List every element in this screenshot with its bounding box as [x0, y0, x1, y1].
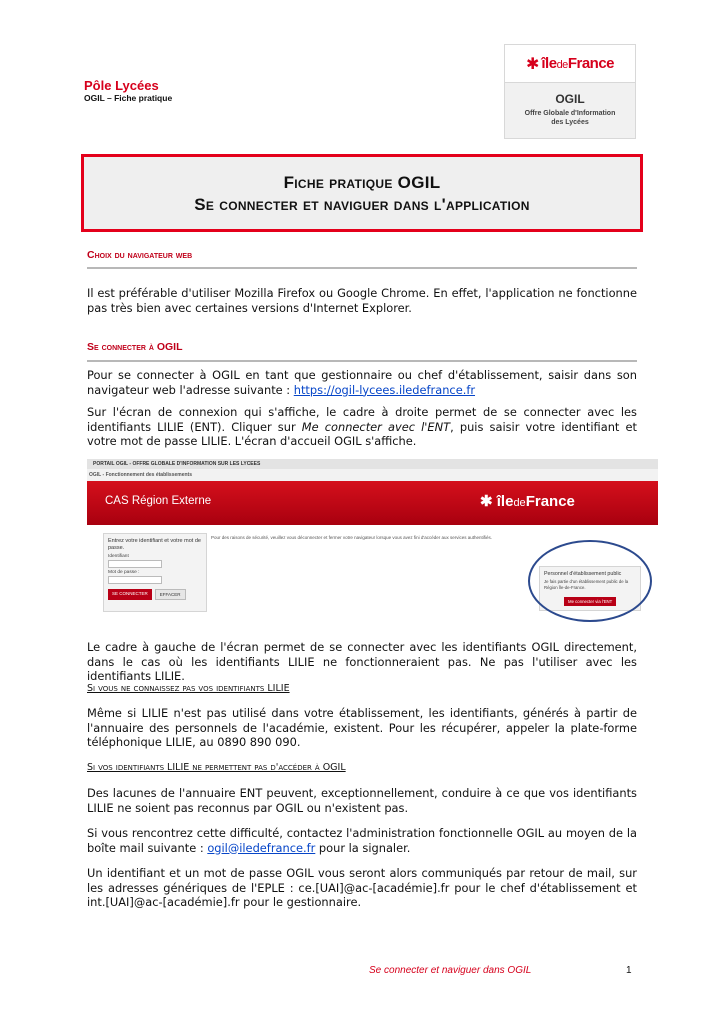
connect-button[interactable]: SE CONNECTER [108, 589, 152, 600]
ogil-url-link[interactable]: https://ogil-lycees.iledefrance.fr [293, 382, 476, 397]
page-title: Fiche pratique OGIL [283, 173, 441, 192]
clear-button[interactable]: EFFACER [155, 589, 186, 600]
ogil-name: OGIL [555, 92, 585, 106]
star-icon: ✱ [525, 54, 540, 73]
ids-fail-paragraph-1: Des lacunes de l'annuaire ENT peuvent, exceptionnellement, conduire à ce que vos identifiants LILIE ne soient pas reconnus par OGIL ou n'existent pas. [87, 786, 637, 815]
section-divider [87, 267, 637, 269]
ogil-description: Offre Globale d'Information des Lycées [524, 110, 616, 126]
ids-fail-paragraph-3: Un identifiant et un mot de passe OGIL vous seront alors communiqués par retour de mail, sur les adresses génériques de l'EPLE : ce.[UAI]@ac-[académie].fr pour le chef d'établissement et int.[UAI]@ac-[académie].fr pour le gestionnaire. [87, 866, 637, 909]
section-heading-browser: Choix du navigateur web [87, 249, 193, 261]
page-number: 1 [626, 965, 632, 976]
section-heading-connect: Se connecter à OGIL [87, 341, 183, 353]
title-box [81, 154, 643, 232]
ogil-label [505, 83, 635, 138]
portal-subbar: OGIL - Fonctionnement des établissements [87, 469, 658, 481]
password-input[interactable] [108, 576, 162, 584]
portal-bar: PORTAIL OGIL - OFFRE GLOBALE D'INFORMATION SUR LES LYCEES [87, 459, 658, 469]
subheading-unknown-ids: Si vous ne connaissez pas vos identifiants LILIE [87, 683, 290, 694]
identifiant-input[interactable] [108, 560, 162, 568]
logo-wordmark: îledeFrance [541, 55, 615, 72]
password-label: Mot de passe : [108, 570, 140, 575]
security-message: Pour des raisons de sécurité, veuillez vous déconnecter et fermer votre navigateur lorsque vous avez fini d'accéder aux services authentifiés. [211, 535, 493, 540]
highlight-circle [528, 540, 652, 622]
connect-paragraph-3: Le cadre à gauche de l'écran permet de se connecter avec les identifiants OGIL directement, dans le cas où les identifiants LILIE ne fonctionneraient pas. Ne pas l'utiliser avec les identifiants LILIE. [87, 640, 637, 683]
identifiant-label: Identifiant [108, 554, 129, 559]
cas-header [87, 481, 658, 525]
unknown-ids-paragraph: Même si LILIE n'est pas utilisé dans votre établissement, les identifiants, générés à partir de l'annuaire des personnels de l'académie, existent. Pour les récupérer, appeler la plate-forme téléphonique LILIE, au 0890 890 090. [87, 706, 637, 749]
cas-title: CAS Région Externe [105, 495, 212, 507]
star-icon: ✱ [480, 493, 493, 510]
document-subtitle: OGIL – Fiche pratique [84, 93, 173, 103]
footer-title: Se connecter et naviguer dans OGIL [369, 965, 532, 976]
ids-fail-paragraph-2: Si vous rencontrez cette difficulté, contactez l'administration fonctionnelle OGIL au moyen de la boîte mail suivante : ogil@iledefrance.fr pour la signaler. [87, 826, 637, 855]
ogil-email-link[interactable]: ogil@iledefrance.fr [207, 840, 316, 855]
ogil-logo-box [504, 44, 636, 139]
page-subtitle: Se connecter et naviguer dans l'application [194, 195, 530, 214]
ent-connect-button[interactable]: Me connecter via l'ENT [564, 597, 616, 606]
login-title: Entrez votre identifiant et votre mot de passe. [108, 538, 201, 551]
iledefrance-logo: ✱ îledeFrance [480, 493, 575, 510]
connect-paragraph-2: Sur l'écran de connexion qui s'affiche, le cadre à droite permet de se connecter avec les identifiants LILIE (ENT). Cliquer sur Me connecter avec l'ENT, puis saisir votre identifiant et votre mot de passe LILIE. L'écran d'accueil OGIL s'affiche. [87, 405, 637, 448]
ent-panel-text: Je fais partie d'un établissement public de la Région Île-de-France. [544, 579, 629, 590]
ent-panel-title: Personnel d'établissement public [544, 571, 622, 577]
connect-paragraph-1: Pour se connecter à OGIL en tant que gestionnaire ou chef d'établissement, saisir dans son navigateur web l'adresse suivante : https://ogil-lycees.iledefrance.fr [87, 368, 637, 397]
browser-paragraph: Il est préférable d'utiliser Mozilla Firefox ou Google Chrome. En effet, l'application ne fonctionne pas très bien avec certaines versions d'Internet Explorer. [87, 286, 637, 315]
ogil-login-panel [103, 533, 207, 612]
subheading-ids-fail: Si vos identifiants LILIE ne permettent pas d'accéder à OGIL [87, 762, 346, 773]
iledefrance-logo [505, 45, 635, 83]
pole-title: Pôle Lycées [84, 78, 159, 93]
section-divider [87, 360, 637, 362]
